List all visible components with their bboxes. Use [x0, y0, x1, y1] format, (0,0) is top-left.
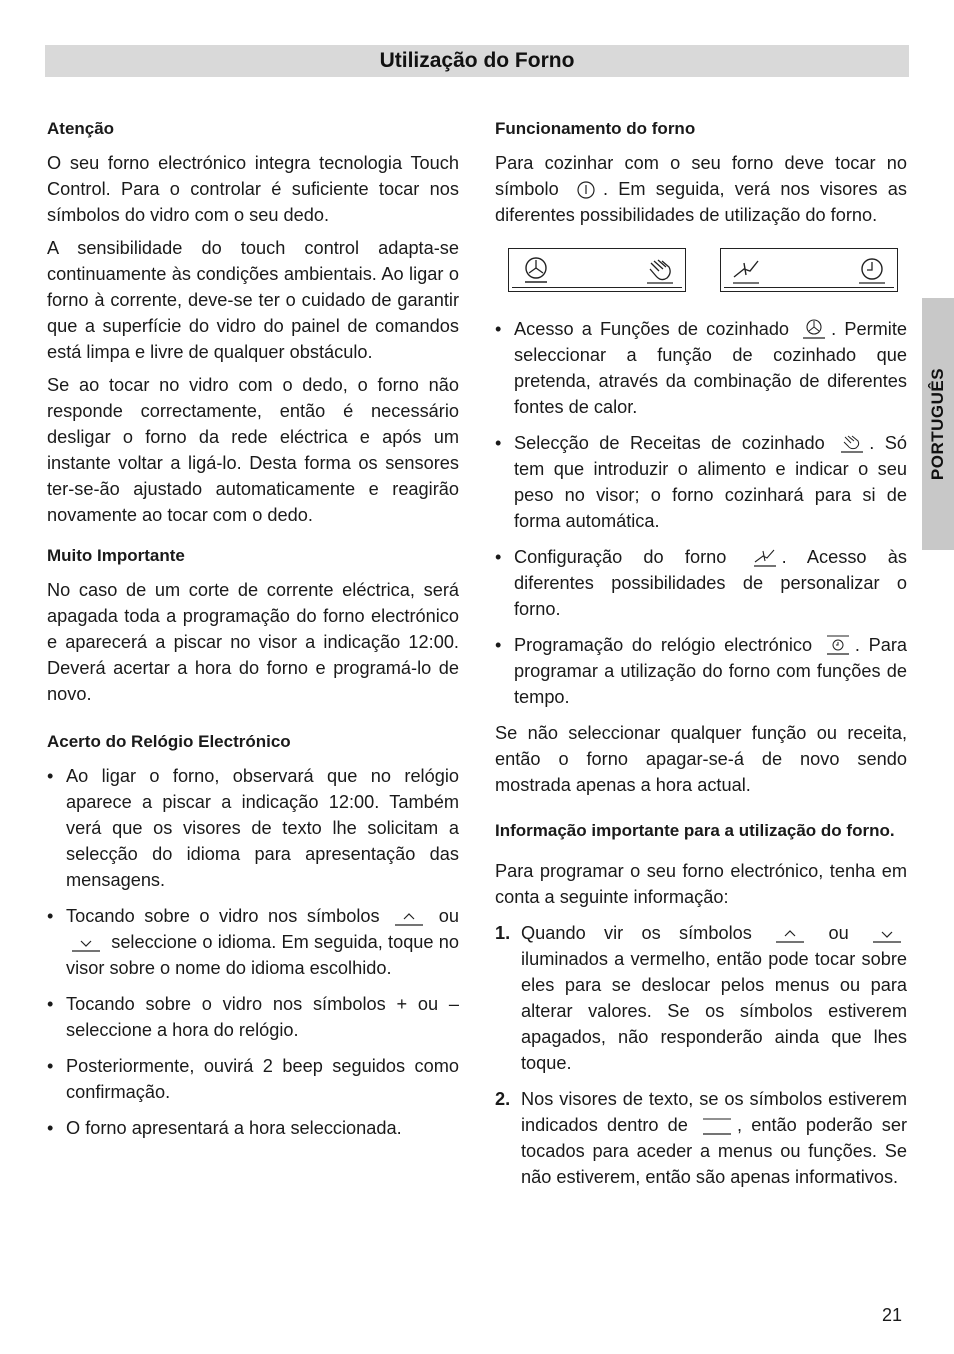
list-item: 2. Nos visores de texto, se os símbolos estiverem indicados dentro de , então poderão ser tocados para aceder a menus ou funções. Se não estiverem, então são apenas informativos. [495, 1089, 908, 1187]
page-number: 21 [882, 1305, 903, 1325]
oven-options-list [495, 316, 907, 710]
list-item: • Tocando sobre o vidro nos símbolos + ou – seleccione a hora do relógio. [47, 991, 459, 1043]
heading-acerto-relogio: Acerto do Relógio Electrónico [47, 732, 291, 751]
clock-icon [857, 255, 887, 285]
paragraph: A sensibilidade do touch control adapta-se continuamente às condições ambientais. Ao ligar o forno à corrente, deve-se ter o cuidado de garantir que a superfície do vidro do painel de comandos está limpa e livre de qualquer obstáculo. [47, 238, 459, 362]
touch-area-underline-icon [701, 1116, 733, 1136]
list-item: • Programação do relógio electrónico . Para programar a utilização do forno com funções de tempo. [495, 632, 907, 710]
paragraph: No caso de um corte de corrente eléctrica, será apagada toda a programação do forno electrónico e aparecerá a piscar no visor a indicação 12:00. Deverá acertar a hora do forno e programá-lo de novo. [47, 580, 459, 704]
wrench-icon [731, 255, 761, 285]
heading-muito-importante: Muito Importante [47, 546, 185, 565]
language-tab-label: PORTUGUÊS [928, 367, 947, 481]
wrench-icon [752, 546, 778, 568]
paragraph: Se não seleccionar qualquer função ou receita, então o forno apagar-se-á de novo sendo mostrada apenas a hora actual. [495, 723, 907, 795]
paragraph: O seu forno electrónico integra tecnologia Touch Control. Para o controlar é suficiente tocar nos símbolos do vidro com o seu dedo. [47, 153, 459, 225]
list-item: • Tocando sobre o vidro nos símbolos ou seleccione o idioma. Em seguida, toque no visor sobre o nome do idioma escolhido. [47, 903, 459, 981]
heading-funcionamento: Funcionamento do forno [495, 119, 696, 138]
oven-function-icon [801, 318, 827, 340]
chevron-up-icon [774, 924, 806, 944]
list-item: • Ao ligar o forno, observará que no relógio aparece a piscar a indicação 12:00. Também verá que os visores de texto lhe solicitam a selecção do idioma para apresentação das mensagens. [47, 763, 459, 893]
paragraph: Para cozinhar com o seu forno deve tocar no símbolo . Em seguida, verá nos visores as diferentes possibilidades de utilização do forno. [495, 153, 907, 225]
list-item: • O forno apresentará a hora seleccionada. [47, 1115, 459, 1141]
page-title: Utilização do Forno [379, 49, 575, 72]
info-numbered-list [495, 920, 907, 1190]
recipe-hand-icon [839, 432, 865, 454]
paragraph: Se ao tocar no vidro com o dedo, o forno não responde correctamente, então é necessário desligar o forno da rede eléctrica e após um instante voltar a ligá-lo. Desta forma os sensores ter-se-ão ajustado automaticamente e reagirão novamente ao tocar com o dedo. [47, 375, 459, 525]
left-column [47, 116, 459, 1151]
list-item: • Configuração do forno . Acesso às diferentes possibilidades de personalizar o forno. [495, 544, 907, 622]
display-panel-left [508, 248, 686, 292]
chevron-down-icon [70, 933, 102, 953]
list-item: • Acesso a Funções de cozinhado . Permite seleccionar a função de cozinhado que pretenda, através da combinação de diferentes fontes de calor. [495, 316, 907, 420]
paragraph: Para programar o seu forno electrónico, tenha em conta a seguinte informação: [495, 861, 907, 907]
clock-icon [825, 634, 851, 656]
heading-informacao: Informação importante para a utilização do forno. [495, 821, 895, 840]
oven-function-icon [521, 255, 551, 285]
title-bar [45, 45, 909, 77]
list-item: • Posteriormente, ouvirá 2 beep seguidos como confirmação. [47, 1053, 459, 1105]
recipe-hand-icon [645, 255, 675, 285]
language-tab [922, 298, 954, 550]
heading-atencao: Atenção [47, 119, 115, 138]
right-column [495, 116, 907, 1200]
clock-steps-list [47, 763, 459, 1141]
power-icon [573, 180, 599, 200]
display-panel-right [720, 248, 898, 292]
list-item: 1. Quando vir os símbolos ou iluminados a vermelho, então pode tocar sobre eles para se deslocar pelos menus ou para alterar valores. Se os símbolos estiverem apagados, não responderão ainda que lhes toque. [495, 923, 907, 1073]
display-panels [508, 248, 898, 292]
chevron-up-icon [393, 907, 425, 927]
list-item: • Selecção de Receitas de cozinhado . Só tem que introduzir o alimento e indicar o seu peso no visor; o forno cozinhará para si de forma automática. [495, 430, 907, 534]
chevron-down-icon [871, 924, 903, 944]
